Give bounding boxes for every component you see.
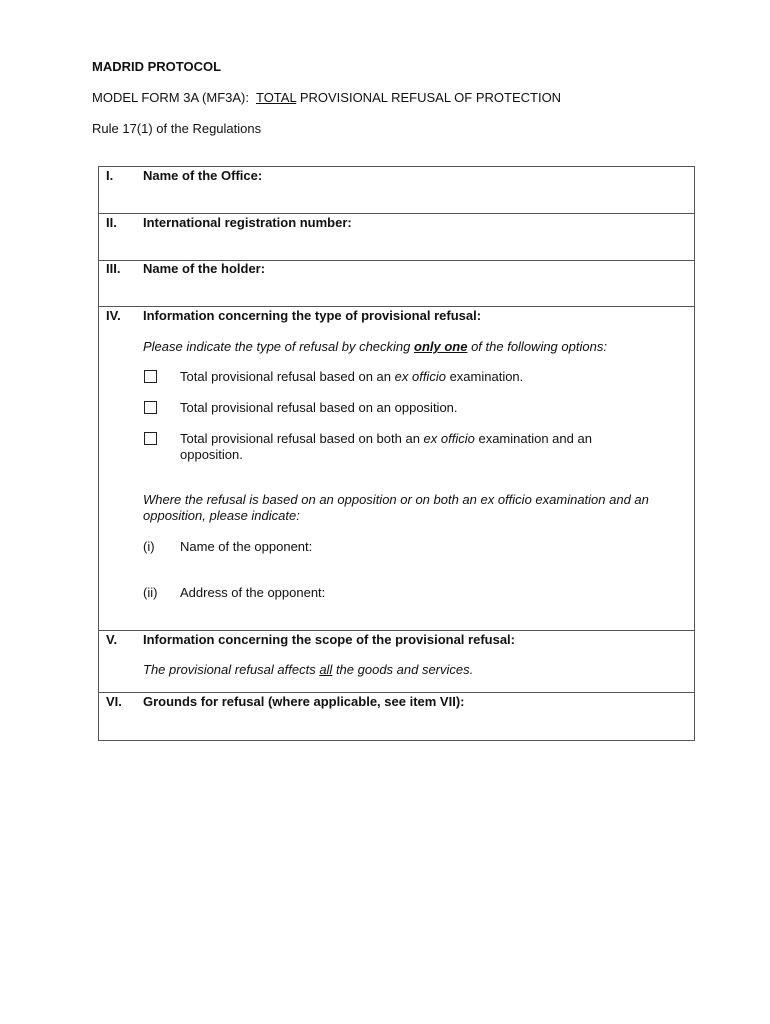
divider [99, 213, 694, 214]
option-1-label [180, 369, 660, 385]
scope-emphasis: all [319, 662, 333, 677]
rule-reference: Rule 17(1) of the Regulations [92, 121, 262, 136]
sub-item-1-number: (i) [143, 539, 155, 554]
option-1-checkbox[interactable] [144, 370, 157, 383]
section-4-instruction [143, 339, 683, 355]
option-3-label [180, 431, 640, 463]
section-5-title: Information concerning the scope of the provisional refusal: [143, 632, 515, 647]
section-2-number: II. [106, 215, 117, 230]
sub-item-2-number: (ii) [143, 585, 158, 600]
scope-text: The provisional refusal affects [143, 662, 320, 677]
option-text: Total provisional refusal based on an opposition. [180, 400, 458, 415]
option-emphasis: ex officio [423, 431, 475, 446]
option-text: examination and an opposition. [180, 431, 592, 462]
form-subtitle-suffix: PROVISIONAL REFUSAL OF PROTECTION [299, 90, 562, 105]
option-3-checkbox[interactable] [144, 432, 157, 445]
form-subtitle-prefix: MODEL FORM 3A (MF3A): [92, 90, 249, 105]
section-6-number: VI. [106, 694, 122, 709]
option-2-label [180, 400, 660, 416]
section-4-title: Information concerning the type of provisional refusal: [143, 308, 482, 323]
divider [99, 630, 694, 631]
instruction-emphasis: only one [414, 339, 468, 354]
document-title: MADRID PROTOCOL [92, 59, 222, 74]
section-4-number: IV. [106, 308, 121, 323]
section-6-title: Grounds for refusal (where applicable, see item VII): [143, 694, 465, 709]
option-text: Total provisional refusal based on an [180, 369, 395, 384]
divider [99, 692, 694, 693]
divider [99, 306, 694, 307]
section-1-title: Name of the Office: [143, 168, 263, 183]
instruction-text: Please indicate the type of refusal by checking [143, 339, 414, 354]
option-text: examination. [445, 369, 524, 384]
section-3-title: Name of the holder: [143, 261, 266, 276]
form-subtitle-emphasis: TOTAL [255, 90, 297, 105]
section-5-number: V. [106, 632, 118, 647]
opponent-name-label: Name of the opponent: [180, 539, 313, 554]
option-emphasis: ex officio [394, 369, 446, 384]
form-subtitle [92, 90, 561, 105]
section-2-title: International registration number: [143, 215, 352, 230]
option-text: Total provisional refusal based on both an [180, 431, 424, 446]
opposition-note: Where the refusal is based on an opposition or on both an ex officio examination and an opposition, please indicate: [143, 492, 649, 523]
form-table [98, 166, 695, 741]
section-3-number: III. [106, 261, 121, 276]
scope-text: the goods and services. [332, 662, 474, 677]
scope-note [143, 662, 683, 678]
instruction-text: of the following options: [467, 339, 607, 354]
opponent-address-label: Address of the opponent: [180, 585, 326, 600]
option-2-checkbox[interactable] [144, 401, 157, 414]
section-1-number: I. [106, 168, 114, 183]
